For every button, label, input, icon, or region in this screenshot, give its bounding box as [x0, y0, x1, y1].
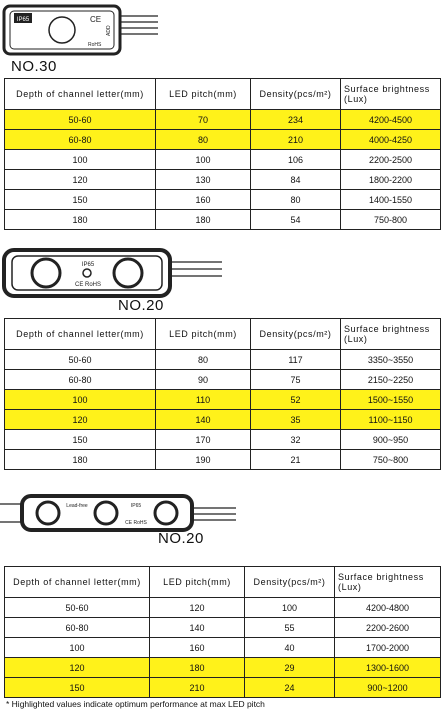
table-row	[5, 110, 441, 130]
table-header	[5, 319, 441, 350]
cell-density: 24	[245, 678, 335, 698]
section-title-3: NO.20	[158, 530, 204, 547]
module-label-lead-free: Lead-free	[66, 503, 88, 509]
cell-pitch: 120	[150, 598, 245, 618]
table-row	[5, 678, 441, 698]
cell-brightness: 1100~1150	[341, 410, 441, 430]
section-title-1: NO.30	[11, 58, 57, 75]
cell-pitch: 90	[156, 370, 251, 390]
cell-depth: 50-60	[5, 598, 150, 618]
cell-pitch: 210	[150, 678, 245, 698]
module-label-ce-rohs: CE RoHS	[74, 282, 102, 288]
cell-pitch: 130	[156, 170, 251, 190]
cell-density: 210	[251, 130, 341, 150]
cell-depth: 100	[5, 638, 150, 658]
cell-pitch: 80	[156, 130, 251, 150]
cell-brightness: 1700-2000	[335, 638, 441, 658]
cell-brightness: 1300-1600	[335, 658, 441, 678]
cell-brightness: 750-800	[341, 210, 441, 230]
table-row	[5, 350, 441, 370]
header-brightness: Surface brightness (Lux)	[335, 567, 441, 598]
cell-brightness: 2200-2500	[341, 150, 441, 170]
spec-table-3	[4, 566, 441, 698]
table-body	[5, 110, 441, 230]
cell-pitch: 140	[156, 410, 251, 430]
header-brightness: Surface brightness (Lux)	[341, 319, 441, 350]
table-row	[5, 170, 441, 190]
cell-depth: 60-80	[5, 618, 150, 638]
cell-brightness: 1500~1550	[341, 390, 441, 410]
cell-brightness: 4200-4800	[335, 598, 441, 618]
module-label-ip: IP65	[81, 262, 95, 268]
table-row	[5, 150, 441, 170]
cell-density: 52	[251, 390, 341, 410]
header-depth: Depth of channel letter(mm)	[5, 567, 150, 598]
cell-depth: 100	[5, 150, 156, 170]
header-brightness: Surface brightness (Lux)	[341, 79, 441, 110]
table-row	[5, 638, 441, 658]
header-pitch: LED pitch(mm)	[156, 319, 251, 350]
table-header	[5, 79, 441, 110]
cell-pitch: 80	[156, 350, 251, 370]
header-depth: Depth of channel letter(mm)	[5, 79, 156, 110]
cell-density: 32	[251, 430, 341, 450]
cell-pitch: 160	[156, 190, 251, 210]
led-module-image-3	[0, 492, 240, 539]
table-row	[5, 450, 441, 470]
section-title-2: NO.20	[118, 297, 164, 314]
module-label-ce-rohs: CE RoHS	[125, 520, 147, 526]
cell-depth: 150	[5, 678, 150, 698]
cell-brightness: 2150~2250	[341, 370, 441, 390]
cell-pitch: 170	[156, 430, 251, 450]
table-row	[5, 210, 441, 230]
cell-density: 40	[245, 638, 335, 658]
cell-brightness: 3350~3550	[341, 350, 441, 370]
module-label-add: ADD	[106, 25, 112, 36]
cell-pitch: 100	[156, 150, 251, 170]
cell-depth: 120	[5, 170, 156, 190]
table-body	[5, 350, 441, 470]
cell-depth: 180	[5, 450, 156, 470]
table-row	[5, 190, 441, 210]
cell-density: 55	[245, 618, 335, 638]
cell-pitch: 180	[156, 210, 251, 230]
led-module-image-2	[2, 244, 227, 309]
spec-table-2	[4, 318, 441, 470]
cell-pitch: 70	[156, 110, 251, 130]
cell-density: 234	[251, 110, 341, 130]
header-depth: Depth of channel letter(mm)	[5, 319, 156, 350]
table-row	[5, 618, 441, 638]
cell-depth: 150	[5, 190, 156, 210]
header-pitch: LED pitch(mm)	[156, 79, 251, 110]
module-label-ip: IP65	[16, 17, 30, 23]
cell-brightness: 750~800	[341, 450, 441, 470]
cell-pitch: 140	[150, 618, 245, 638]
cell-depth: 100	[5, 390, 156, 410]
table-row	[5, 410, 441, 430]
module-label-rohs: RoHS	[88, 42, 102, 48]
header-pitch: LED pitch(mm)	[150, 567, 245, 598]
table-row	[5, 430, 441, 450]
cell-depth: 150	[5, 430, 156, 450]
footnote: * Highlighted values indicate optimum performance at max LED pitch	[6, 699, 265, 709]
cell-depth: 50-60	[5, 350, 156, 370]
cell-density: 117	[251, 350, 341, 370]
table-row	[5, 370, 441, 390]
cell-density: 54	[251, 210, 341, 230]
cell-brightness: 2200-2600	[335, 618, 441, 638]
cell-depth: 120	[5, 658, 150, 678]
table-row	[5, 598, 441, 618]
cell-density: 75	[251, 370, 341, 390]
cell-pitch: 190	[156, 450, 251, 470]
cell-brightness: 1400-1550	[341, 190, 441, 210]
cell-depth: 60-80	[5, 130, 156, 150]
cell-brightness: 900~950	[341, 430, 441, 450]
cell-depth: 120	[5, 410, 156, 430]
header-density: Density(pcs/m²)	[251, 79, 341, 110]
table-header	[5, 567, 441, 598]
cell-brightness: 1800-2200	[341, 170, 441, 190]
table-row	[5, 130, 441, 150]
table-body	[5, 598, 441, 698]
cell-density: 100	[245, 598, 335, 618]
header-density: Density(pcs/m²)	[245, 567, 335, 598]
cell-density: 35	[251, 410, 341, 430]
cell-depth: 50-60	[5, 110, 156, 130]
cell-brightness: 4200-4500	[341, 110, 441, 130]
cell-density: 106	[251, 150, 341, 170]
cell-density: 29	[245, 658, 335, 678]
spec-table-1	[4, 78, 441, 230]
table-row	[5, 658, 441, 678]
table-row	[5, 390, 441, 410]
cell-density: 84	[251, 170, 341, 190]
module-label-ip: IP65	[130, 503, 142, 509]
module-label-ce: CE	[90, 15, 102, 24]
header-density: Density(pcs/m²)	[251, 319, 341, 350]
cell-depth: 180	[5, 210, 156, 230]
cell-density: 21	[251, 450, 341, 470]
led-module-image-1	[2, 2, 162, 65]
cell-brightness: 4000-4250	[341, 130, 441, 150]
cell-pitch: 160	[150, 638, 245, 658]
cell-density: 80	[251, 190, 341, 210]
cell-pitch: 110	[156, 390, 251, 410]
cell-pitch: 180	[150, 658, 245, 678]
cell-depth: 60-80	[5, 370, 156, 390]
cell-brightness: 900~1200	[335, 678, 441, 698]
